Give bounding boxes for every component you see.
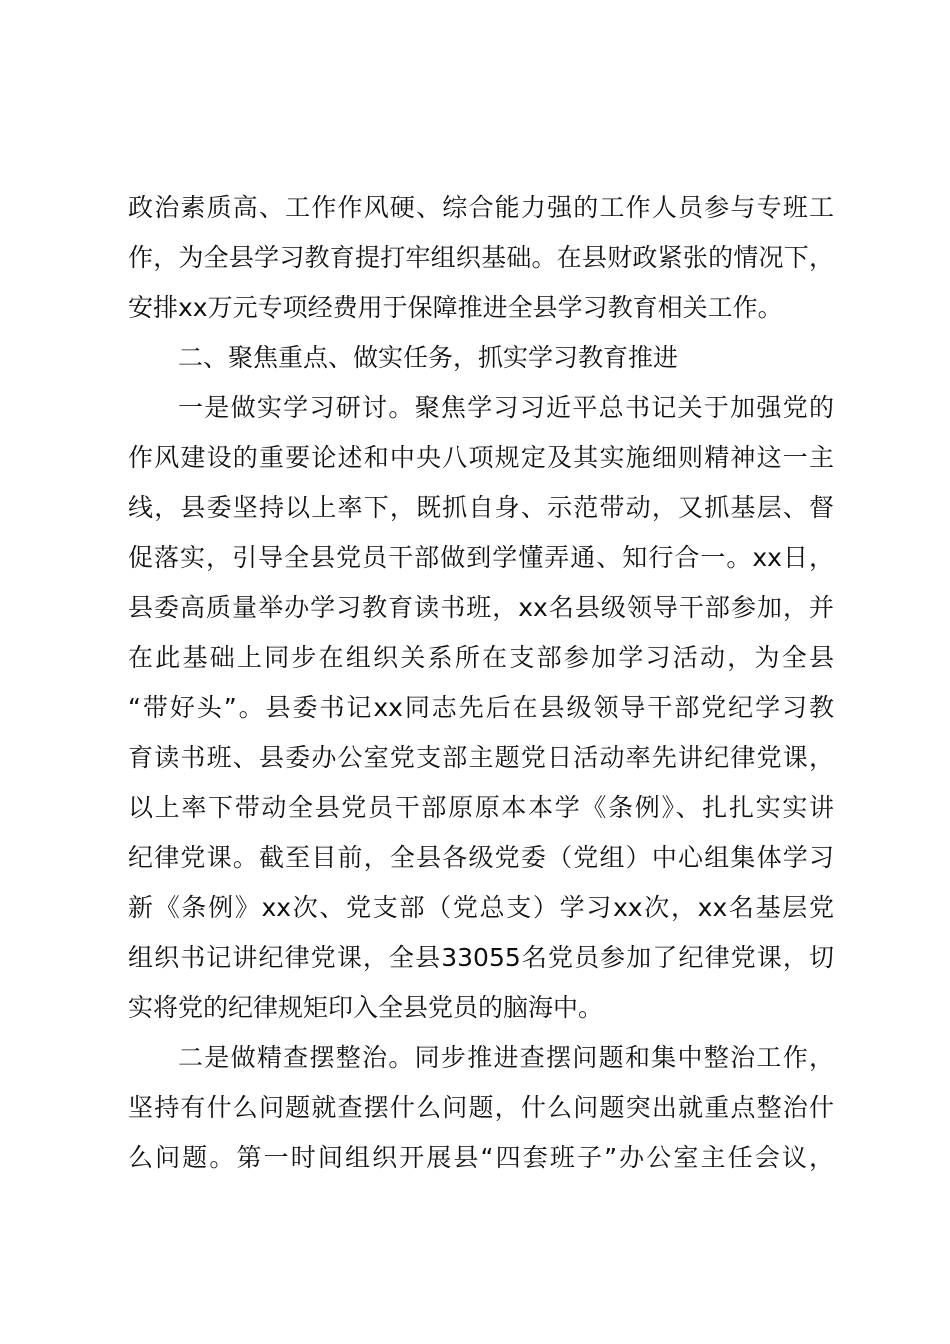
- text-line: 二是做精查摆整治。同步推进查摆问题和集中整治工作，: [178, 1043, 834, 1072]
- paragraph-study: [128, 383, 834, 1033]
- text-line: 新《条例》xx次、党支部（党总支）学习xx次，xx名基层党: [128, 893, 834, 922]
- text-line: 安排xx万元专项经费用于保障推进全县学习教育相关工作。: [128, 293, 783, 322]
- text-line: 政治素质高、工作作风硬、综合能力强的工作人员参与专班工: [128, 193, 834, 222]
- text-line: 线，县委坚持以上率下，既抓自身、示范带动，又抓基层、督: [128, 493, 834, 522]
- text-line: 以上率下带动全县党员干部原原本本学《条例》、扎扎实实讲: [128, 793, 834, 822]
- text-line: 实将党的纪律规矩印入全县党员的脑海中。: [128, 993, 604, 1022]
- text-line: 在此基础上同步在组织关系所在支部参加学习活动，为全县: [128, 643, 834, 672]
- heading-text: 二、聚焦重点、做实任务，抓实学习教育推进: [178, 343, 679, 372]
- paragraph-continuation: [128, 183, 834, 333]
- text-line: 促落实，引导全县党员干部做到学懂弄通、知行合一。xx日，: [128, 543, 834, 572]
- text-line: 县委高质量举办学习教育读书班，xx名县级领导干部参加，并: [128, 593, 834, 622]
- section-heading: [128, 333, 834, 383]
- document-body: [128, 183, 834, 1183]
- text-line: 组织书记讲纪律党课，全县33055名党员参加了纪律党课，切: [128, 943, 834, 972]
- text-line: 一是做实学习研讨。聚焦学习习近平总书记关于加强党的: [178, 393, 834, 422]
- text-line: 纪律党课。截至目前，全县各级党委（党组）中心组集体学习: [128, 843, 834, 872]
- text-line: 么问题。第一时间组织开展县“四套班子”办公室主任会议，: [128, 1143, 834, 1172]
- text-line: 作风建设的重要论述和中央八项规定及其实施细则精神这一主: [128, 443, 834, 472]
- text-line: 坚持有什么问题就查摆什么问题，什么问题突出就重点整治什: [128, 1093, 834, 1122]
- paragraph-rectification: [128, 1033, 834, 1183]
- text-line: 作，为全县学习教育提打牢组织基础。在县财政紧张的情况下，: [128, 243, 834, 272]
- text-line: 育读书班、县委办公室党支部主题党日活动率先讲纪律党课，: [128, 743, 834, 772]
- text-line: “带好头”。县委书记xx同志先后在县级领导干部党纪学习教: [128, 693, 834, 722]
